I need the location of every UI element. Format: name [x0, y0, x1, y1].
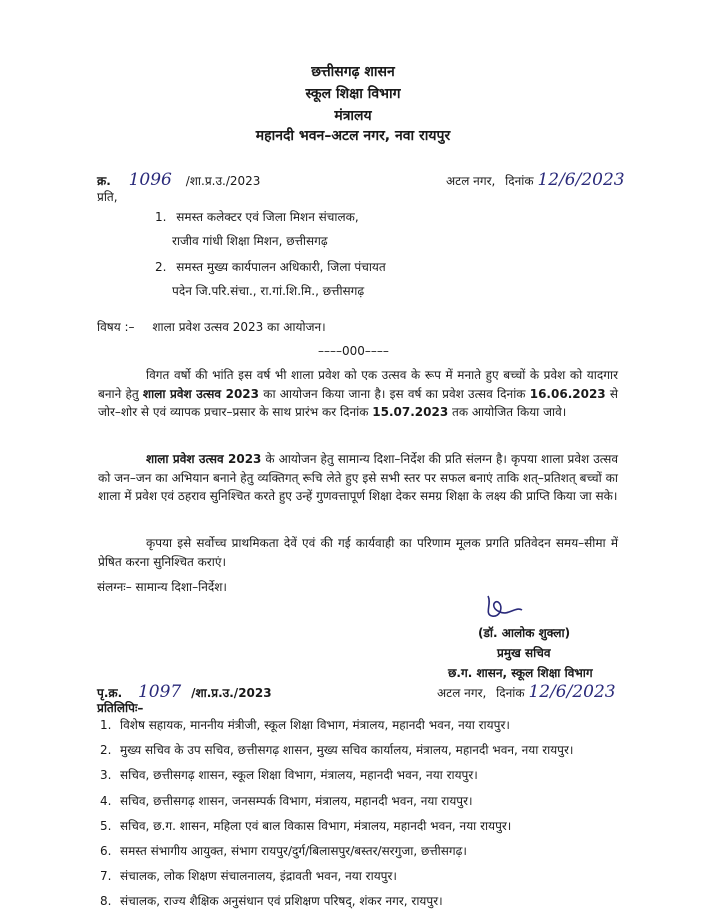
- copy-to-item: [100, 867, 620, 885]
- signatory-name: (डॉ. आलोक शुक्ला): [478, 626, 571, 640]
- subject-line: [97, 318, 326, 335]
- copy-ref-number-handwritten: 1097: [137, 682, 182, 702]
- ref-date-handwritten: 12/6/2023: [537, 170, 625, 190]
- para2-text: के आयोजन हेतु सामान्य दिशा–निर्देश की प्रति संलग्न है। कृपया शाला प्रवेश उत्सव को जन–जन का अभियान बनाने हेतु व्यक्तिगत् रूचि लेते हुए इसे सभी स्तर पर सफल बनाएं ताकि शत्–प्रतिशत् बच्चों का शाला में प्रवेश एवं ठहराव सुनिश्चित करते हुए उन्हें गुणवत्तापूर्ण शिक्षा देकर समग्र शिक्षा के लक्ष्य की प्राप्ति किया जा सके।: [98, 452, 618, 503]
- enclosure-line: संलग्नः– सामान्य दिशा–निर्देश।: [97, 580, 227, 594]
- recipient-1: [155, 208, 359, 225]
- copy-ref-prefix: पृ.क्र.: [97, 686, 123, 700]
- signatory-department: छ.ग. शासन, स्कूल शिक्षा विभाग: [448, 666, 593, 680]
- recipient-1-line2: राजीव गांधी शिक्षा मिशन, छत्तीसगढ़: [172, 234, 328, 248]
- para1-bold-start-date: 16.06.2023: [529, 386, 606, 401]
- recipient-number: 1.: [155, 210, 167, 224]
- header-department: स्कूल शिक्षा विभाग: [305, 86, 401, 102]
- copy-to-list: [100, 716, 620, 918]
- recipient-2-line2: पदेन जि.परि.संचा., रा.गां.शि.मि., छत्तीसगढ़: [172, 284, 365, 298]
- ref-prefix: क्र.: [97, 174, 111, 188]
- para1-text: का आयोजन किया जाना है। इस वर्ष का प्रवेश उत्सव दिनांक: [259, 386, 530, 401]
- ref-date-label: दिनांक: [505, 174, 534, 188]
- copy-item-text: मुख्य सचिव के उप सचिव, छत्तीसगढ़ शासन, मुख्य सचिव कार्यालय, मंत्रालय, महानदी भवन, नया रायपुर।: [120, 743, 574, 758]
- copy-item-text: समस्त संभागीय आयुक्त, संभाग रायपुर/दुर्ग/बिलासपुर/बस्तर/सरगुजा, छत्तीसगढ़।: [120, 843, 467, 858]
- copy-item-number: 5.: [100, 818, 112, 833]
- copy-item-text: सचिव, छत्तीसगढ़ शासन, जनसम्पर्क विभाग, मंत्रालय, महानदी भवन, नया रायपुर।: [120, 793, 473, 808]
- para1-bold-end-date: 15.07.2023: [372, 405, 449, 419]
- header-address: महानदी भवन–अटल नगर, नवा रायपुर: [255, 128, 451, 144]
- ref-place: अटल नगर,: [446, 174, 496, 188]
- separator: ––––000––––: [318, 344, 389, 358]
- header-government: छत्तीसगढ़ शासन: [311, 64, 395, 80]
- copy-item-number: 8.: [100, 894, 112, 909]
- copy-item-text: संचालक, लोक शिक्षण संचालनालय, इंद्रावती भवन, नया रायपुर।: [120, 869, 397, 884]
- copy-ref-date-label: दिनांक: [496, 686, 525, 700]
- para1-text: से जोर–शोर से एवं व्यापक प्रचार–प्रसार के साथ प्रारंभ कर दिनांक: [98, 386, 618, 419]
- subject-label: विषय :–: [97, 320, 135, 334]
- copy-to-item: [100, 817, 620, 835]
- recipient-line: समस्त कलेक्टर एवं जिला मिशन संचालक,: [176, 210, 359, 224]
- ref-date-line: [446, 170, 625, 190]
- copy-to-item: [100, 766, 620, 784]
- recipient-2: [155, 258, 386, 275]
- copy-to-item: [100, 792, 620, 810]
- header-ministry: मंत्रालय: [334, 108, 372, 124]
- reference-number-line: [97, 170, 260, 190]
- body-paragraph-1: [98, 366, 618, 422]
- copy-item-number: 3.: [100, 768, 112, 783]
- copy-item-number: 6.: [100, 843, 112, 858]
- copy-ref-date-line: [437, 682, 616, 702]
- copy-to-label: प्रतिलिपिः–: [97, 701, 144, 715]
- para2-bold-event: शाला प्रवेश उत्सव 2023: [146, 452, 262, 466]
- body-paragraph-2: [98, 450, 618, 506]
- para1-text: विगत वर्षो की भांति इस वर्ष भी शाला प्रवेश को एक उत्सव के रूप में मनाते हुए बच्चों के प्रवेश को यादगार बनाने हेतु: [98, 368, 618, 401]
- copy-item-number: 7.: [100, 869, 112, 884]
- copy-to-item: [100, 741, 620, 759]
- signatory-designation: प्रमुख सचिव: [497, 646, 551, 660]
- copy-item-text: विशेष सहायक, माननीय मंत्रीजी, स्कूल शिक्षा विभाग, मंत्रालय, महानदी भवन, नया रायपुर।: [120, 718, 510, 732]
- copy-ref-place: अटल नगर,: [437, 686, 487, 700]
- recipient-line: समस्त मुख्य कार्यपालन अधिकारी, जिला पंचायत: [176, 260, 386, 274]
- para1-text: तक आयोजित किया जावे।: [448, 405, 567, 419]
- copy-item-text: सचिव, छत्तीसगढ़ शासन, स्कूल शिक्षा विभाग, मंत्रालय, महानदी भवन, नया रायपुर।: [120, 768, 478, 783]
- recipient-number: 2.: [155, 260, 167, 274]
- ref-suffix: /शा.प्र.उ./2023: [185, 174, 261, 188]
- ref-number-handwritten: 1096: [128, 170, 172, 190]
- copy-item-text: सचिव, छ.ग. शासन, महिला एवं बाल विकास विभाग, मंत्रालय, महानदी भवन, नया रायपुर।: [120, 818, 512, 833]
- to-label: प्रति,: [97, 190, 118, 204]
- body-paragraph-3: कृपया इसे सर्वोच्च प्राथमिकता देवें एवं की गई कार्यवाही का परिणाम मूलक प्रगति प्रतिवेदन समय–सीमा में प्रेषित करना सुनिश्चित कराएं।: [98, 536, 618, 569]
- copy-to-item: [100, 716, 620, 734]
- copy-item-number: 4.: [100, 793, 112, 808]
- copy-to-item: [100, 892, 620, 910]
- subject-text: शाला प्रवेश उत्सव 2023 का आयोजन।: [152, 320, 326, 334]
- copy-ref-date-handwritten: 12/6/2023: [528, 682, 616, 702]
- copy-to-item: [100, 842, 620, 860]
- copy-ref-suffix: /शा.प्र.उ./2023: [191, 686, 272, 700]
- copy-item-number: 1.: [100, 718, 112, 732]
- copy-item-text: संचालक, राज्य शैक्षिक अनुसंधान एवं प्रशिक्षण परिषद्, शंकर नगर, रायपुर।: [120, 894, 443, 909]
- para1-bold-event: शाला प्रवेश उत्सव 2023: [142, 386, 260, 401]
- copy-item-number: 2.: [100, 743, 112, 758]
- signature-scribble: [470, 592, 530, 622]
